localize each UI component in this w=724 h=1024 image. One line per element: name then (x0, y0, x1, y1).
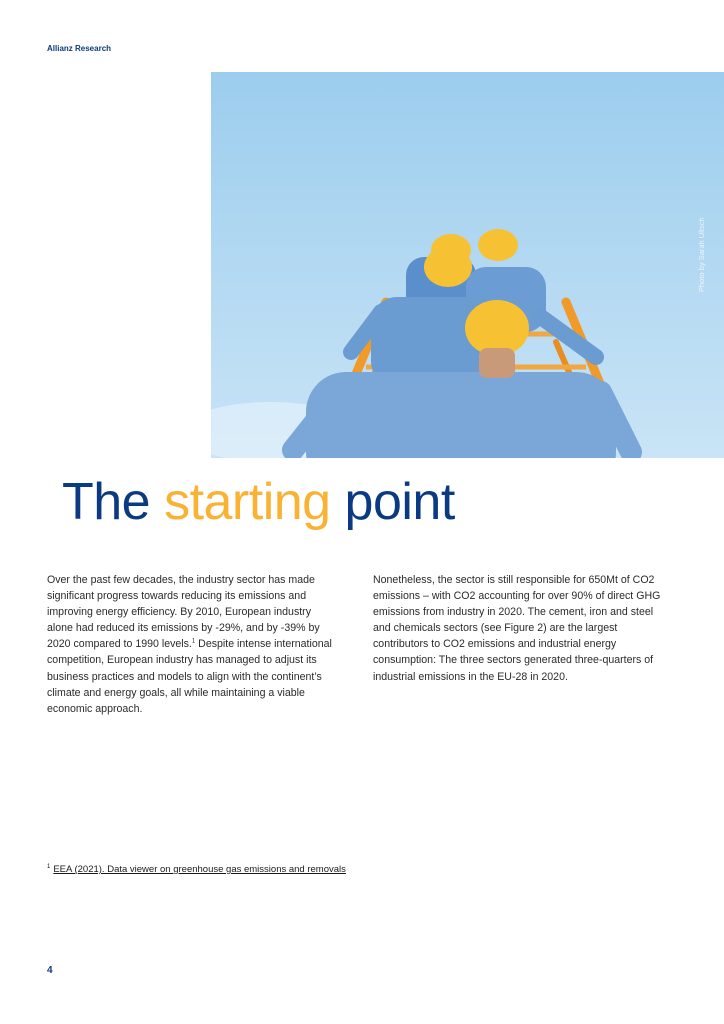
cover-photo (211, 72, 724, 458)
photo-credit: Photo by Sarah Ultsch (697, 217, 706, 292)
body-column-right (373, 572, 663, 685)
body-paragraph-left (47, 572, 337, 717)
body-column-left (47, 572, 337, 717)
footnote-number: 1 (47, 864, 51, 870)
left-text: Over the past few decades, the industry sector has made significant progress towards reducing its emissions and improving energy efficiency. By 2010, European industry alone had reduced its emissions by -29%, and by -39% by 2020 compared to 1990 levels. (47, 574, 320, 651)
footnote-link[interactable]: EEA (2021). Data viewer on greenhouse gas emissions and removals (53, 864, 346, 876)
title-accent: starting (164, 473, 331, 531)
footnote (47, 864, 346, 875)
footnote-ref[interactable]: 1 (191, 638, 196, 645)
body-paragraph-right: Nonetheless, the sector is still responsible for 650Mt of CO2 emissions – with CO2 accounting for over 90% of direct GHG emissions from industry in 2020. The cement, iron and steel and chemicals sectors (see Figure 2) are the largest contributors to CO2 emissions and industrial energy consumption: The three sectors generated three-quarters of industrial emissions in the EU-28 in 2020. (373, 574, 661, 683)
page-title (62, 470, 455, 534)
title-part2: point (330, 473, 455, 531)
left-text-cont: Despite intense international competition, European industry has managed to adjust its business practices and models to align with the continent’s climate and energy goals, all while maintaining a viable economic approach. (47, 638, 332, 715)
title-part1: The (62, 473, 165, 531)
header-label: Allianz Research (47, 44, 112, 53)
page-number: 4 (47, 965, 53, 976)
photo-workers-climbing-ladder-icon (211, 72, 724, 458)
